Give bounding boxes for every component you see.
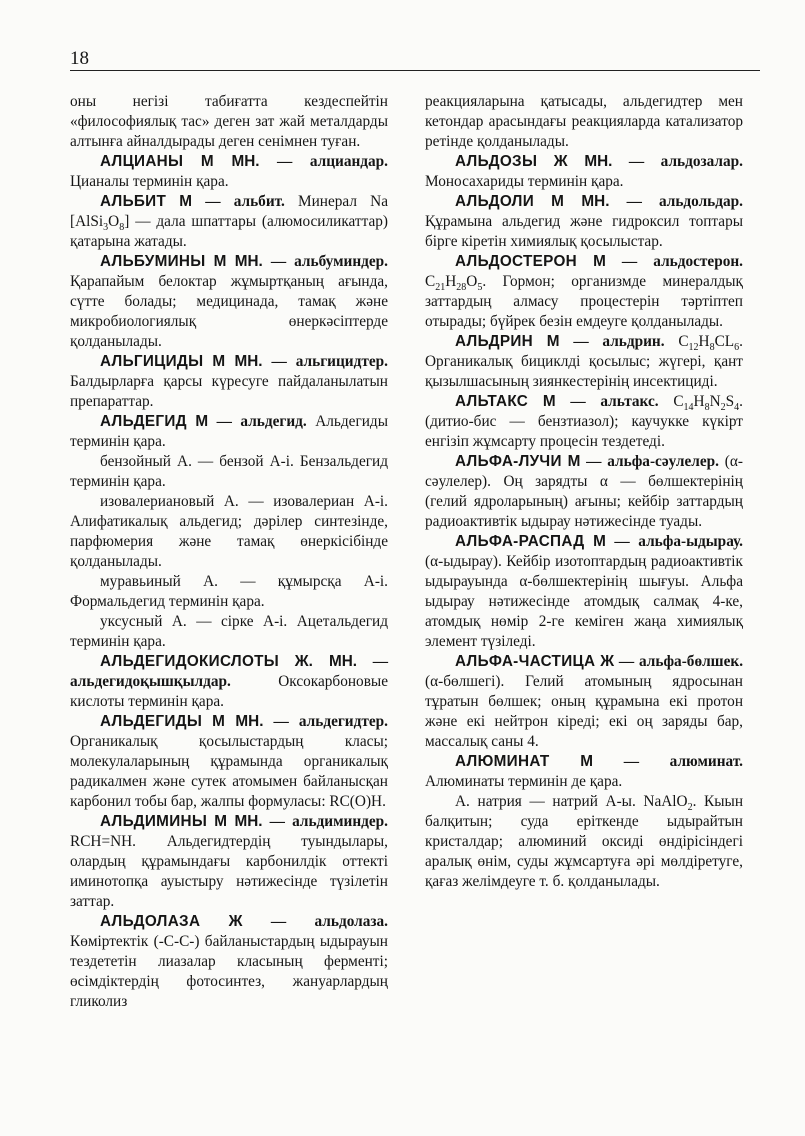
dictionary-entry [70,192,388,252]
dictionary-entry [70,712,388,812]
entry-grammar: М МН. [212,353,263,370]
entry-body: бензойный А. — бензой А-і. Бензальдегид терминін қара. [70,453,388,490]
entry-body: изовалериановый А. — изовалериан А-і. Алифатикалық альдегид; дәрілер синтезінде, парфюмерия және тамақ өнеркісібінде қолданылады. [70,493,388,570]
entry-body: (α-ыдырау). Кейбір изотоптардың радиоактивтік ыдырауында α-бөлшектерінің шығуы. Альфа ыдырау нәтижесінде атомдық салмақ 4-ке, атомдық нөмір 2-ге кеміген жаңа химиялық элемент түзіледі. [425,553,743,650]
dictionary-entry [70,652,388,712]
entry-grammar: Ж [228,913,243,930]
entry-headword: АЛЬДИМИНЫ [100,813,208,830]
entry-translation: — альдрин. [573,333,665,350]
entry-grammar: Ж МН. [553,153,613,170]
entry-headword: АЛЬДЕГИДОКИСЛОТЫ [100,653,280,670]
entry-body: уксусный А. — сірке А-і. Ацетальдегид терминін қара. [70,613,388,650]
entry-headword: АЛЬДЕГИД [100,413,187,430]
entry-body: (α-бөлшегі). Гелий атомының ядросынан тұратын бөлшек; оның құрамына екі протон және екі нейтрон кіреді; екі оң заряды бар, массалық саны 4. [425,673,743,750]
entry-translation: — алциандар. [277,153,388,170]
dictionary-entry [425,332,743,392]
entry-body: Көміртектік (-С-С-) байланыстардың ыдырауын тездететін лиазалар класының ферменті; өсімдіктердің фотосинтез, жануарлардың гликолиз [70,933,388,1010]
entry-headword: АЛЬБУМИНЫ [100,253,206,270]
entry-body: оны негізі табиғатта кездеспейтін «философиялық тас» деген зат жай металдарды алтынға айналдырады деген сенімнен туған. [70,93,388,150]
entry-grammar: М [546,333,560,350]
dictionary-entry [70,352,388,412]
entry-headword: АЛЬТАКС [455,393,529,410]
left-column [70,92,388,1012]
entry-body: Альдегиды терминін қара. [70,413,388,450]
sub-entry [70,572,388,612]
dictionary-entry [425,152,743,192]
entry-grammar: М МН. [551,193,610,210]
entry-body: Қарапайым белоктар жұмыртқаның ағында, сүтте болады; медицинада, тамақ және микробиологиялық өнеркәсіптерде қолданылады. [70,273,388,350]
entry-translation: — алюминат. [623,753,744,770]
entry-body: Құрамына альдегид және гидроксил топтары бірге кіретін химиялық қосылыстар. [425,213,743,250]
header-rule [70,70,760,71]
entry-translation: — альфа-ыдырау. [614,533,744,550]
entry-headword: АЛЬДОСТЕРОН [455,253,578,270]
entry-headword: АЛЬБИТ [100,193,167,210]
dictionary-entry [70,412,388,452]
dictionary-entry [425,192,743,252]
entry-body: Минерал Na $[AlSi_3O_8]$ — дала шпаттары (алюмосиликаттар) қатарына жатады. [70,193,388,250]
entry-translation: — альдиминдер. [269,813,388,830]
entry-headword: АЛЬФА-ЧАСТИЦА [455,653,596,670]
entry-grammar: М МН. [213,253,263,270]
page-number: 18 [70,48,89,69]
entry-body: $C_{21}H_{28}O_5$. Гормон; организмде минералдық заттардың алмасу процестерін тәртіптеп отырады; бүйрек безін емдеуге қолданылады. [425,273,743,330]
entry-grammar: М [593,533,606,550]
entry-translation: — альдозалар. [628,153,743,170]
entry-translation: — альдостерон. [621,253,744,270]
dictionary-entry [425,252,743,332]
entry-body: Алюминаты терминін де қара. [425,773,623,790]
entry-grammar: М [179,193,193,210]
sub-entry [70,452,388,492]
entry-translation: — альбуминдер. [270,253,388,270]
entry-translation: — альдольдар. [626,193,743,210]
entry-body: Цианалы терминін қара. [70,173,229,190]
entry-body: Моносахариды терминін қара. [425,173,624,190]
dictionary-entry [70,912,388,1012]
entry-grammar: М [195,413,209,430]
entry-body: Оксокарбоновые кислоты терминін қара. [70,673,388,710]
dictionary-entry [70,252,388,352]
entry-body: RCH=NH. Альдегидтердің туындылары, олардың құрамындағы карбонилдік оттекті иминотопқа ауыстыру нәтижесінде түзілетін заттар. [70,833,388,910]
entry-body: муравьиный А. — құмырсқа А-і. Формальдегид терминін қара. [70,573,388,610]
entry-grammar: М [567,453,581,470]
entry-headword: АЛЬДОЗЫ [455,153,538,170]
entry-grammar: М МН. [214,813,263,830]
entry-headword: АЛЬДОЛАЗА [100,913,201,930]
entry-headword: АЛЬГИЦИДЫ [100,353,204,370]
entry-translation: — альдолаза. [270,913,388,930]
entry-translation: — альтакс. [570,393,659,410]
entry-translation: — альдегидтер. [273,713,388,730]
entry-body: $C_{14}H_8N_2S_4$. (дитио-бис — бензтиазол); каучукке күкірт енгізіп жұмсарту процесін тездетеді. [425,393,743,450]
entry-body: Балдырларға қарсы күресуге пайдаланылатын препараттар. [70,373,388,410]
entry-continuation [70,92,388,152]
entry-body: $C_{12}H_8CL_6$. Органикалық бициклді қосылыс; жүгері, қант қызылшасының зиянкестерінің инсектициді. [425,333,743,390]
entry-translation: — альдегид. [216,413,307,430]
dictionary-entry [70,812,388,912]
entry-grammar: М [593,253,606,270]
dictionary-entry [70,152,388,192]
entry-headword: АЛЬДЕГИДЫ [100,713,203,730]
entry-translation: — альгицидтер. [271,353,388,370]
entry-grammar: Ж. МН. [294,653,358,670]
entry-translation: — альфа-сәулелер. [586,453,719,470]
entry-headword: АЛЬФА-РАСПАД [455,533,585,550]
entry-grammar: М [580,753,593,770]
entry-headword: АЛЬДОЛИ [455,193,535,210]
dictionary-entry [425,532,743,652]
entry-headword: АЛЦИАНЫ [100,153,184,170]
right-column [425,92,743,892]
entry-translation: — альбит. [205,193,285,210]
entry-body: Органикалық қосылыстардың класы; молекулаларының құрамында органикалық радикалмен және сутек атомымен байланысқан карбонил тобы бар, жалпы формуласы: RC(O)H. [70,733,388,810]
sub-entry [425,792,743,892]
entry-headword: АЛЬДРИН [455,333,534,350]
entry-headword: АЛЬФА-ЛУЧИ [455,453,562,470]
sub-entry [70,492,388,572]
entry-body: реакцияларына қатысады, альдегидтер мен кетондар арасындағы реакцияларда катализатор ретінде қолданылады. [425,93,743,150]
dictionary-entry [425,452,743,532]
entry-headword: АЛЮМИНАТ [455,753,550,770]
entry-translation: — альфа-бөлшек. [618,653,744,670]
entry-grammar: М МН. [200,153,260,170]
entry-continuation [425,92,743,152]
entry-grammar: М МН. [212,713,264,730]
dictionary-entry [425,752,743,792]
entry-grammar: М [542,393,556,410]
sub-entry [70,612,388,652]
entry-body: А. натрия — натрий А-ы. NaAlO$_2$. Кыын балқитын; суда еріткенде ыдырайтын кристалдар; алюминий оксиді өндірісіндегі аралық өнім, суды жұмсартуға әрі мөлдіретуге, қағаз желімдеуге т. б. қолданылады. [425,793,744,890]
dictionary-entry [425,652,743,752]
dictionary-entry [425,392,743,452]
entry-body: (α-сәулелер). Оң зарядты α — бөлшектерінің (гелий ядроларының) ағыны; кейбір заттардың радиоактивтік ыдырау нәтижесінде туады. [425,453,743,530]
entry-grammar: Ж [600,653,615,670]
entry-translation: — альдегидоқышқылдар. [70,653,389,690]
